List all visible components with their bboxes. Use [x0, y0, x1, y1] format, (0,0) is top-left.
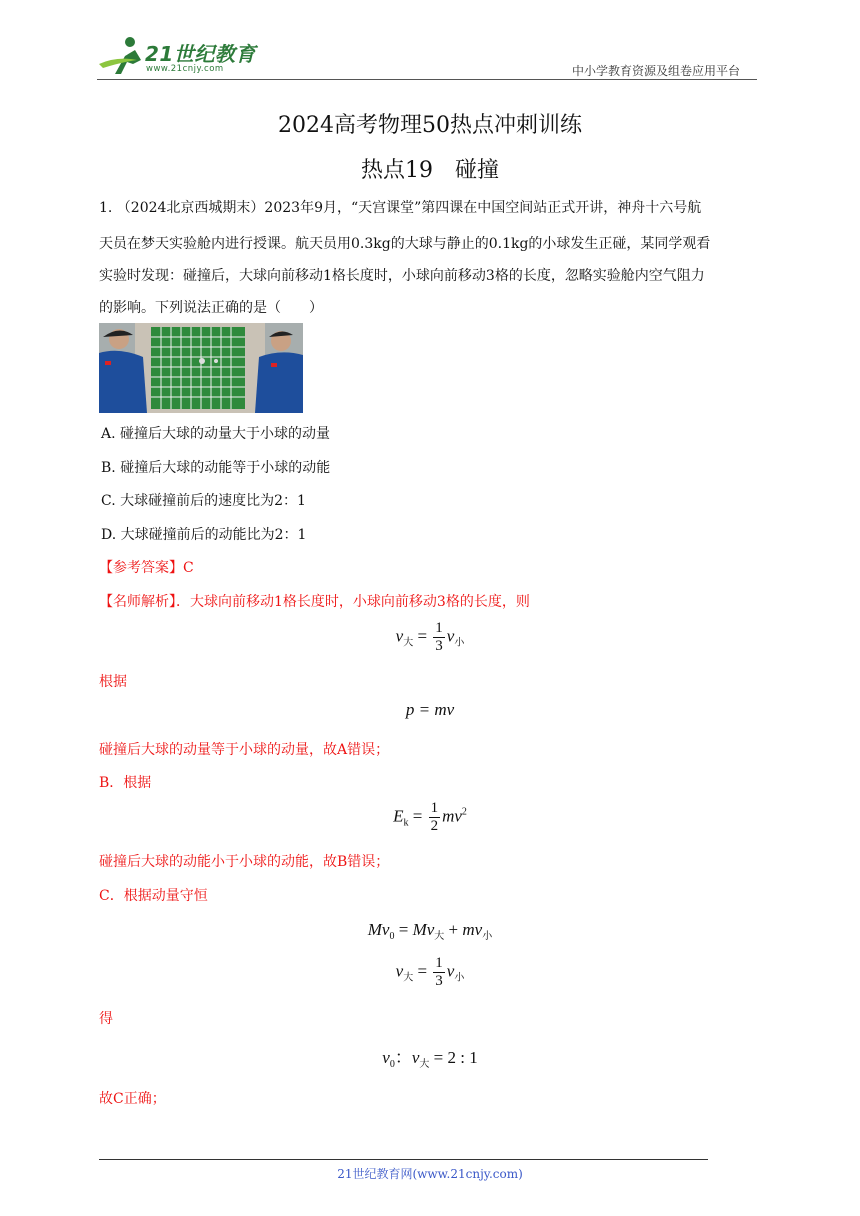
logo-text: 21世纪教育 — [145, 42, 256, 66]
f4-Mv2: Mv — [412, 920, 435, 939]
f3-fraction — [429, 800, 441, 835]
reference-answer: 【参考答案】C — [99, 560, 194, 576]
f5-sub-xiao: 小 — [454, 972, 465, 984]
header-divider — [97, 79, 757, 80]
photo-illustration — [99, 323, 303, 413]
f5-v: v — [395, 961, 404, 981]
question-line-2: 天员在梦天实验舱内进行授课。航天员用0.3kg的大球与静止的0.1kg的小球发生正碰，某同学观看 — [99, 236, 711, 252]
formula-speed-ratio — [0, 1043, 860, 1070]
f4-Mv: Mv — [367, 920, 390, 939]
option-c: C. 大球碰撞前后的速度比为2：1 — [101, 493, 306, 509]
option-b: B. 碰撞后大球的动能等于小球的动能 — [101, 460, 331, 476]
f5-num: 1 — [435, 955, 443, 971]
analysis-c-label: C．根据动量守恒 — [99, 888, 208, 904]
f5-eq: = — [413, 961, 432, 981]
f1-sub-xiao: 小 — [454, 637, 465, 649]
f1-den: 3 — [435, 638, 443, 654]
analysis-intro: 【名师解析】．大球向前移动1格长度时，小球向前移动3格的长度，则 — [99, 594, 530, 610]
f4-eq: = — [394, 920, 413, 939]
footer-divider — [99, 1159, 708, 1160]
f4-plus: + — [444, 920, 463, 939]
option-a: A. 碰撞后大球的动量大于小球的动量 — [101, 426, 331, 442]
analysis-a-wrong: 碰撞后大球的动量等于小球的动量，故A错误； — [99, 742, 390, 758]
f5-den: 3 — [435, 973, 443, 989]
page-title: 2024高考物理50热点冲刺训练 — [278, 113, 582, 138]
f6-ratio: = 2 : 1 — [429, 1048, 478, 1067]
question-line-1: 1. （2024北京西城期末）2023年9月，“天宫课堂”第四课在中国空间站正式开讲，神舟十六号航 — [99, 200, 702, 216]
formula-momentum: p = mv — [405, 700, 455, 719]
analysis-de: 得 — [99, 1011, 113, 1027]
f1-num: 1 — [435, 620, 443, 636]
f3-den: 2 — [430, 818, 439, 834]
f4-sub-xiao: 小 — [482, 931, 493, 942]
f1-eq: = — [413, 626, 432, 646]
f3-E: E — [393, 806, 404, 826]
option-d: D. 大球碰撞前后的动能比为2：1 — [101, 527, 307, 543]
analysis-genju-1: 根据 — [99, 674, 127, 690]
formula-kinetic-energy — [0, 800, 860, 835]
analysis-c-right: 故C正确； — [99, 1091, 166, 1107]
f4-sub-da: 大 — [434, 931, 445, 942]
f6-zero: 0 — [389, 1059, 395, 1070]
f6-v: v — [382, 1048, 390, 1067]
f6-sub-da: 大 — [419, 1059, 430, 1070]
f5-fraction — [433, 955, 445, 990]
page-subtitle: 热点19 碰撞 — [361, 158, 499, 183]
f6-v2: v — [411, 1048, 420, 1067]
analysis-b-label: B．根据 — [99, 775, 152, 791]
f1-fraction — [433, 620, 445, 655]
f4-mv: mv — [462, 920, 483, 939]
logo-url: www.21cnjy.com — [146, 64, 224, 74]
f1-v2: v — [446, 626, 455, 646]
formula-velocity-ratio-1 — [0, 620, 860, 655]
f3-eq: = — [408, 806, 427, 826]
question-line-3: 实验时发现：碰撞后，大球向前移动1格长度时，小球向前移动3格的长度，忽略实验舱内空气阻力 — [99, 268, 705, 284]
footer-link[interactable]: 21世纪教育网(www.21cnjy.com) — [337, 1167, 523, 1181]
f3-sq: 2 — [461, 806, 467, 818]
f4-zero: 0 — [389, 931, 395, 942]
f6-colon: ： — [394, 1048, 412, 1067]
question-line-4: 的影响。下列说法正确的是（ ） — [99, 300, 323, 316]
header-platform-text: 中小学教育资源及组卷应用平台 — [572, 64, 741, 78]
f5-v2: v — [446, 961, 455, 981]
analysis-b-wrong: 碰撞后大球的动能小于小球的动能，故B错误； — [99, 854, 390, 870]
f3-mv: mv — [442, 806, 462, 826]
formula-momentum-conservation — [0, 920, 860, 942]
f1-sub-da: 大 — [403, 637, 414, 649]
f5-sub-da: 大 — [403, 972, 414, 984]
f1-v: v — [395, 626, 404, 646]
classroom-photo — [99, 323, 303, 413]
f3-k: k — [403, 817, 409, 829]
formula-velocity-ratio-2 — [0, 955, 860, 990]
f3-num: 1 — [430, 800, 439, 816]
